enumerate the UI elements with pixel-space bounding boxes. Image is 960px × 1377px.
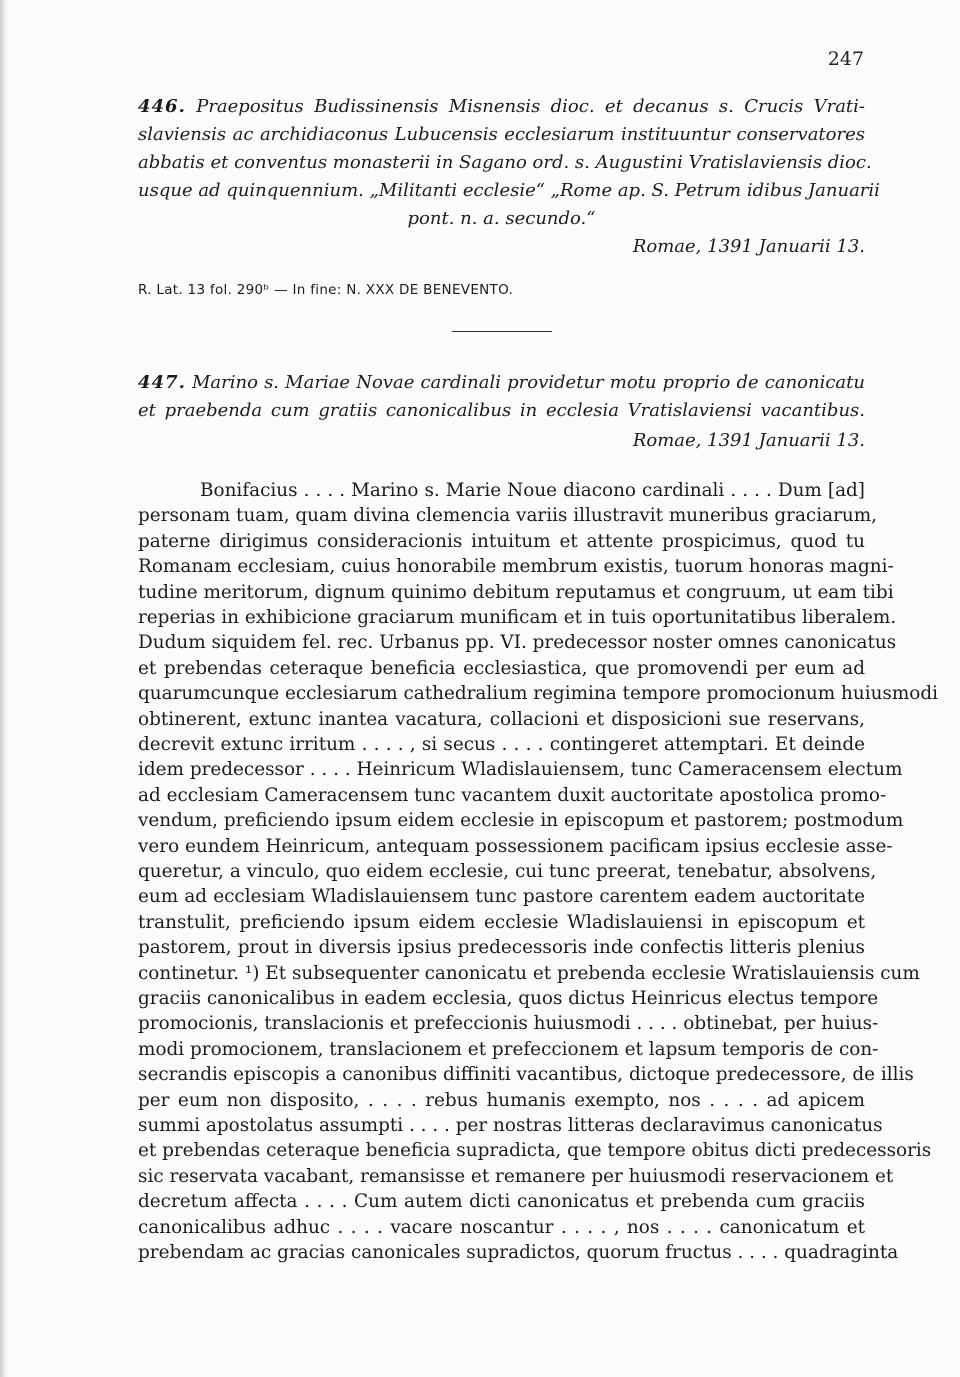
body-line: continetur. ¹) Et subsequenter canonicatu et prebenda ecclesie Wratislauiensis cum xyxy=(138,962,920,984)
body-line: canonicalibus adhuc . . . . vacare noscantur . . . . , nos . . . . canonicatum et xyxy=(138,1216,865,1238)
body-line: paterne dirigimus consideracionis intuitum et attente prospicimus, quod tu xyxy=(138,530,865,552)
entry-447-date: Romae, 1391 Januarii 13. xyxy=(632,430,865,451)
body-line: pastorem, prout in diversis ipsius predecessoris inde confectis litteris plenius xyxy=(138,937,865,959)
body-line: transtulit, preficiendo ipsum eidem ecclesie Wladislauiensi in episcopum et xyxy=(138,911,865,933)
entry-446-line-4: usque ad quinquennium. „Militanti ecclesie“ „Rome ap. S. Petrum idibus Januarii xyxy=(138,180,880,201)
body-line: modi promocionem, translacionem et prefeccionem et lapsum temporis de con- xyxy=(138,1038,879,1060)
body-line: quarumcunque ecclesiarum cathedralium regimina tempore promocionum huiusmodi xyxy=(138,683,939,705)
body-line: sic reservata vacabant, remansisse et remanere per huiusmodi reservacionem et xyxy=(138,1165,894,1187)
body-line: reperias in exhibicione graciarum munificam et in tuis oportunitatibus liberalem. xyxy=(138,607,897,628)
entry-446-line-3: abbatis et conventus monasterii in Sagano ord. s. Augustini Vratislaviensis dioc. xyxy=(138,152,872,173)
entry-446-line-1-text: Praepositus Budissinensis Misnensis dioc. et decanus s. Crucis Vrati- xyxy=(196,96,865,117)
entry-447-line-1 xyxy=(138,372,865,393)
body-line: decrevit extunc irritum . . . . , si secus . . . . contingeret attemptari. Et deinde xyxy=(138,734,865,755)
entry-447-number: 447. xyxy=(138,372,186,393)
body-line: tudine meritorum, dignum quinimo debitum reputamus et congruum, ut eam tibi xyxy=(138,581,894,603)
body-line: summi apostolatus assumpti . . . . per nostras litteras declaravimus canonicatus xyxy=(138,1115,883,1136)
body-line: decretum affecta . . . . Cum autem dicti canonicatus et prebenda cum graciis xyxy=(138,1191,865,1213)
body-line: graciis canonicalibus in eadem ecclesia, quos dictus Heinricus electus tempore xyxy=(138,988,879,1009)
body-line: et prebendas ceteraque beneficia supradicta, que tempore obitus dicti predecessoris xyxy=(138,1140,932,1162)
entry-446-number: 446. xyxy=(138,96,186,117)
entry-446-date: Romae, 1391 Januarii 13. xyxy=(632,236,865,257)
body-line: idem predecessor . . . . Heinricum Wladislauiensem, tunc Cameracensem electum xyxy=(138,759,903,781)
body-line: ad ecclesiam Cameracensem tunc vacantem duxit auctoritate apostolica promo- xyxy=(138,784,887,806)
body-line: secrandis episcopis a canonibus diffiniti vacantibus, dictoque predecessore, de illis xyxy=(138,1064,914,1086)
body-line: vero eundem Heinricum, antequam possessionem pacificam ipsius ecclesie asse- xyxy=(138,835,893,857)
body-line: eum ad ecclesiam Wladislauiensem tunc pastore carentem eadem auctoritate xyxy=(138,886,865,908)
body-line: prebendam ac gracias canonicales supradictos, quorum fructus . . . . quadraginta xyxy=(138,1242,899,1263)
body-line: Dudum siquidem fel. rec. Urbanus pp. VI. predecessor noster omnes canonicatus xyxy=(138,632,897,654)
entry-447-line-2: et praebenda cum gratiis canonicalibus in ecclesia Vratislaviensi vacantibus. xyxy=(138,400,865,421)
entry-446-line-1 xyxy=(138,96,865,117)
entry-446-line-2: slaviensis ac archidiaconus Lubucensis ecclesiarum instituuntur conservatores xyxy=(138,124,865,145)
body-line: et prebendas ceteraque beneficia ecclesiastica, que promovendi per eum ad xyxy=(138,657,865,679)
body-line: queretur, a vinculo, quo eidem ecclesie, cui tunc preerat, tenebatur, absolvens, xyxy=(138,861,877,882)
separator-rule xyxy=(452,331,552,332)
body-line: Bonifacius . . . . Marino s. Marie Noue diacono cardinali . . . . Dum [ad] xyxy=(200,480,865,501)
entry-446-line-5: pont. n. a. secundo.“ xyxy=(407,208,596,229)
entry-446-source: R. Lat. 13 fol. 290ᵇ — In fine: N. XXX DE BENEVENTO. xyxy=(138,282,514,298)
book-spine-shadow xyxy=(0,0,8,1377)
body-line: promocionis, translacionis et prefeccionis huiusmodi . . . . obtinebat, per huius- xyxy=(138,1013,879,1035)
entry-447-line-1-text: Marino s. Mariae Novae cardinali providetur motu proprio de canonicatu xyxy=(191,372,865,393)
body-line: vendum, preficiendo ipsum eidem ecclesie in episcopum et pastorem; postmodum xyxy=(138,810,904,832)
body-line: per eum non disposito, . . . . rebus humanis exempto, nos . . . . ad apicem xyxy=(138,1089,865,1111)
body-line: personam tuam, quam divina clemencia variis illustravit muneribus graciarum, xyxy=(138,505,878,527)
page-number: 247 xyxy=(827,48,864,70)
body-line: obtinerent, extunc inantea vacatura, collacioni et disposicioni sue reservans, xyxy=(138,708,865,730)
body-line: Romanam ecclesiam, cuius honorabile membrum existis, tuorum honoras magni- xyxy=(138,556,894,578)
